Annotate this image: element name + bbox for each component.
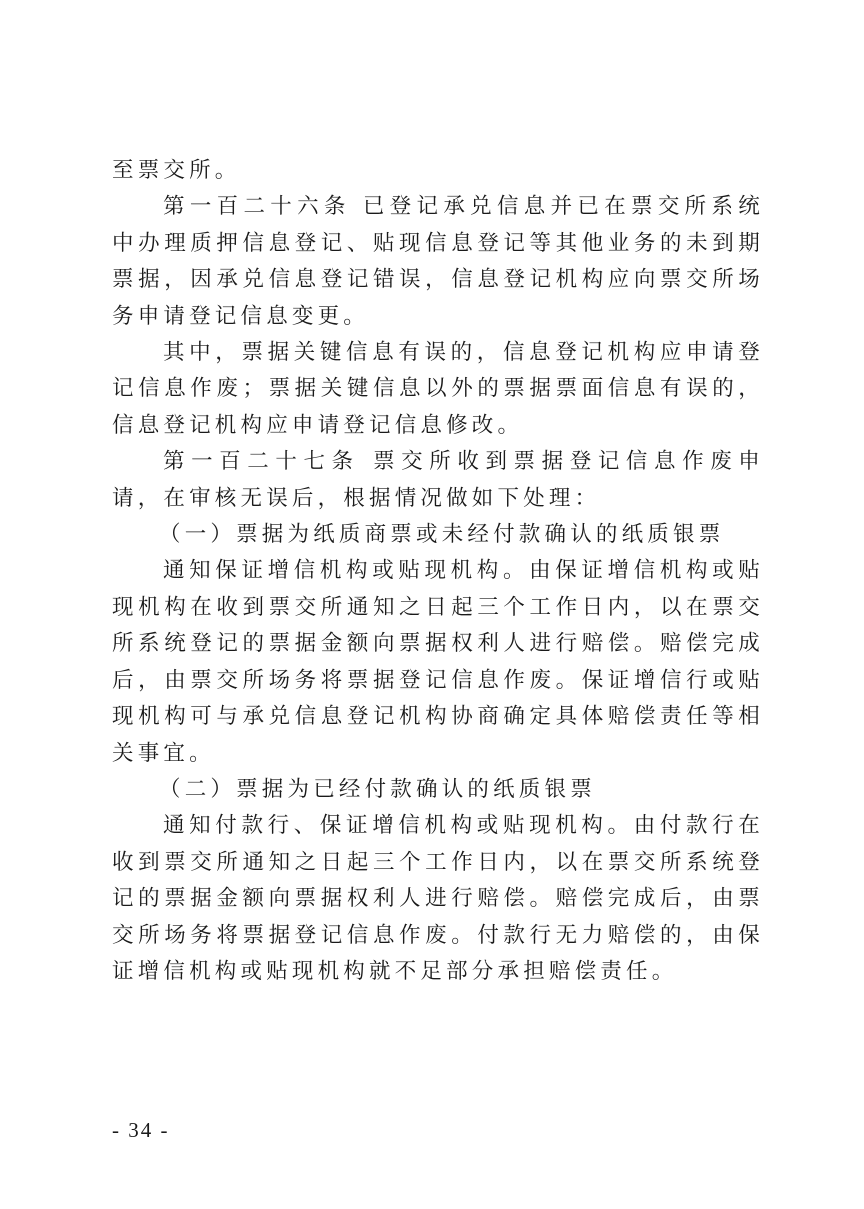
document-body: [112, 153, 764, 990]
item-two-heading: （二）票据为已经付款确认的纸质银票: [159, 776, 596, 802]
article-126-paragraph: 第一百二十六条 已登记承兑信息并已在票交所系统中办理质押信息登记、贴现信息登记等其他业务的未到期票据，因承兑信息登记错误，信息登记机构应向票交所场务申请登记信息变更。: [112, 194, 764, 329]
page-number: - 34 -: [112, 1118, 170, 1142]
paragraph-continuation: 至票交所。: [112, 158, 241, 183]
article-127-paragraph: 第一百二十七条 票交所收到票据登记信息作废申请，在审核无误后，根据情况做如下处理：: [112, 449, 764, 511]
item-two-paragraph: 通知付款行、保证增信机构或贴现机构。由付款行在收到票交所通知之日起三个工作日内，以在票交所系统登记的票据金额向票据权利人进行赔偿。赔偿完成后，由票交所场务将票据登记信息作废。付款行无力赔偿的，由保证增信机构或贴现机构就不足部分承担赔偿责任。: [112, 813, 764, 984]
item-one-heading: （一）票据为纸质商票或未经付款确认的纸质银票: [159, 522, 725, 548]
article-126-detail-paragraph: 其中，票据关键信息有误的，信息登记机构应申请登记信息作废；票据关键信息以外的票据票面信息有误的，信息登记机构应申请登记信息修改。: [112, 340, 764, 438]
item-one-paragraph: 通知保证增信机构或贴现机构。由保证增信机构或贴现机构在收到票交所通知之日起三个工作日内，以在票交所系统登记的票据金额向票据权利人进行赔偿。赔偿完成后，由票交所场务将票据登记信息作废。保证增信行或贴现机构可与承兑信息登记机构协商确定具体赔偿责任等相关事宜。: [112, 558, 764, 766]
